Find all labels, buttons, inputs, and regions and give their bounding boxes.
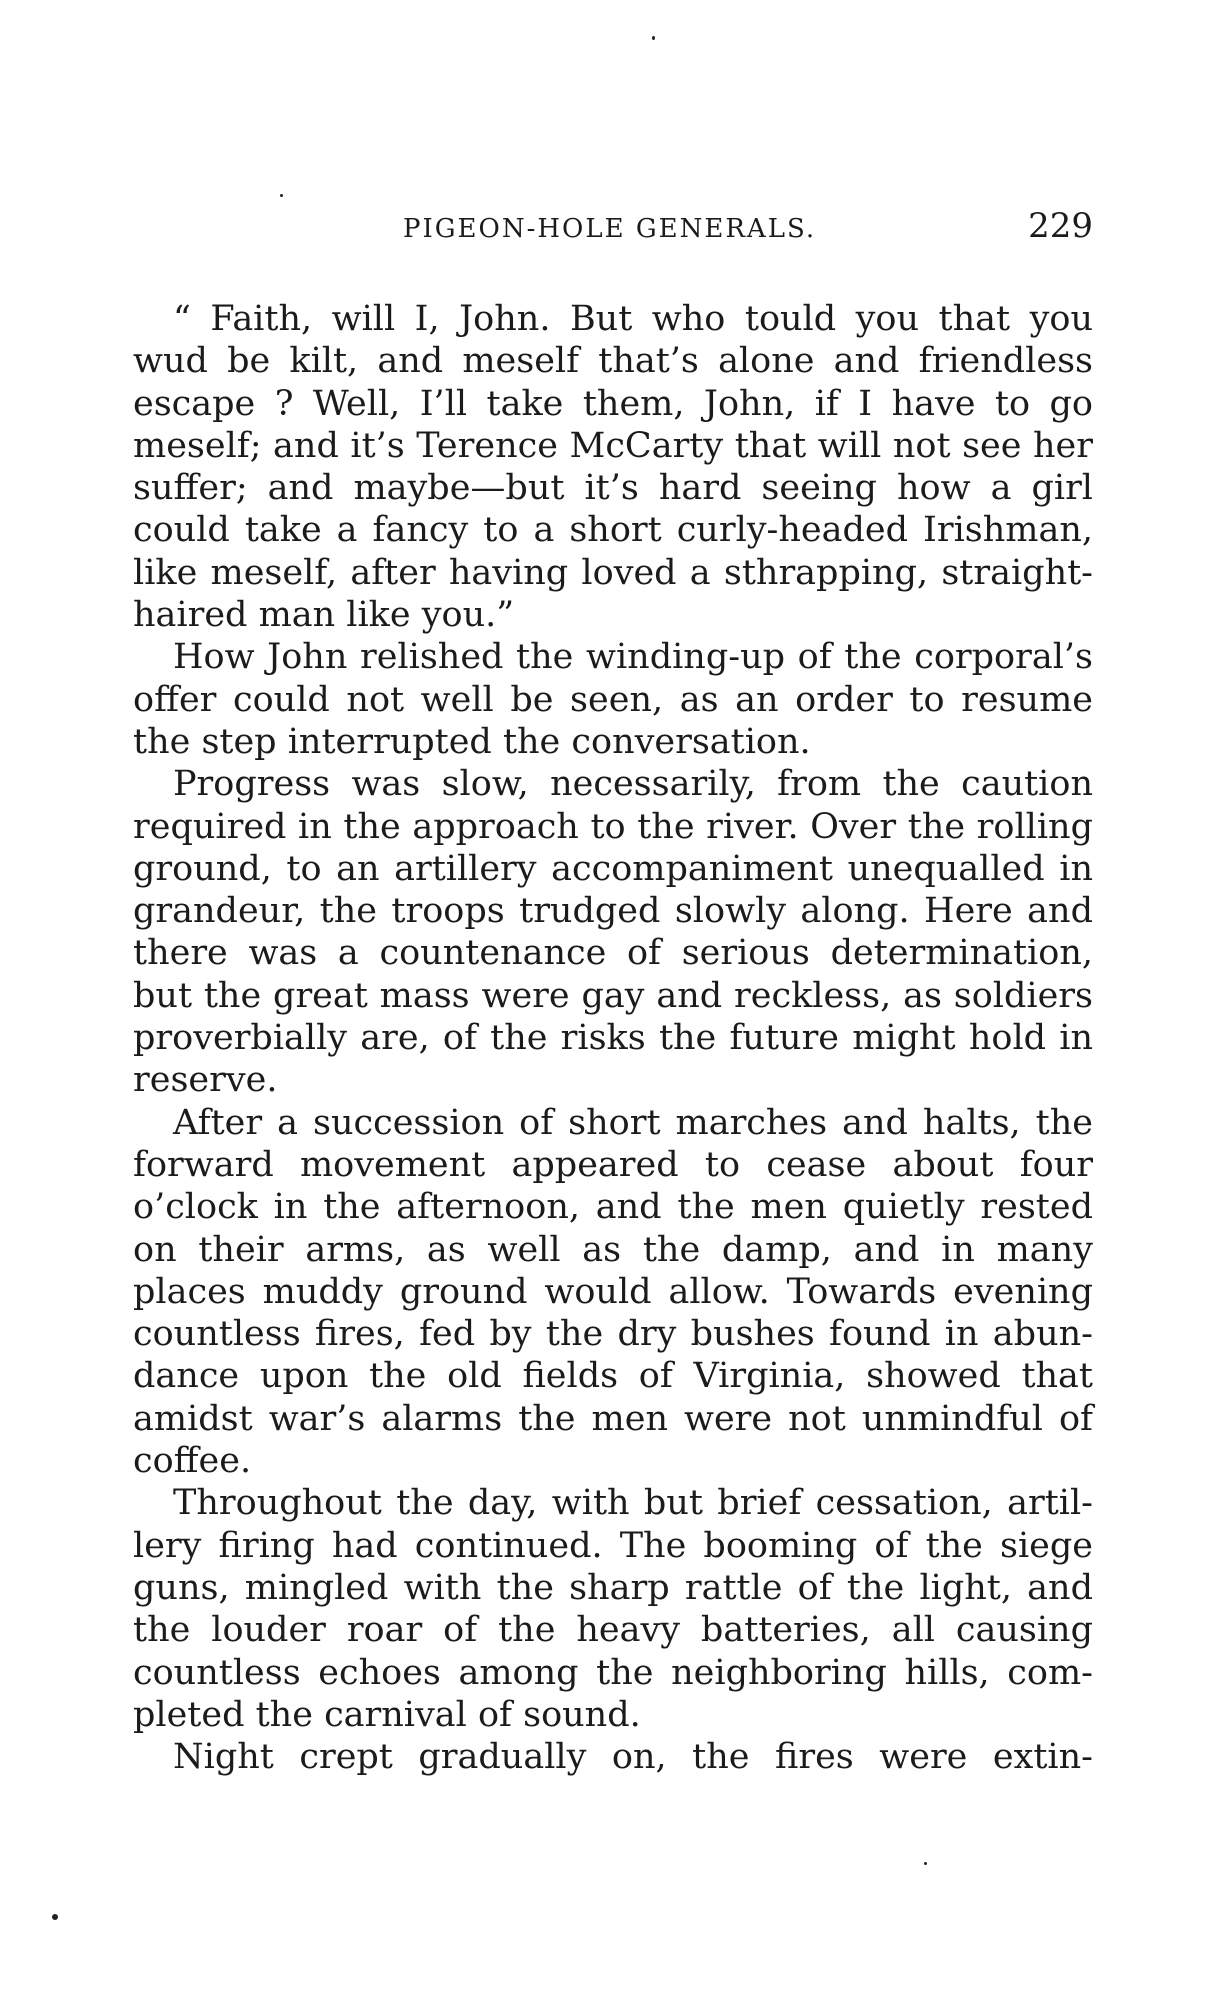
paragraph-succession: After a succession of short marches and halts, the forward movement appeared to cease about four o’clock in the afternoon, and the men quietly rested on their arms, as well as the damp, and in many places muddy ground would allow. Towards evening countless fires, fed by the dry bushes found in abundance upon the old fields of Virginia, showed that amidst war’s alarms the men were not unmindful of coffee. xyxy=(133,1102,1093,1482)
paragraph-progress: Progress was slow, necessarily, from the caution required in the approach to the river. Over the rolling ground, to an artillery accompaniment unequalled in grandeur, the troops trudged slowly along. Here and there was a countenance of serious determination, but the great mass were gay and reckless, as soldiers proverbially are, of the risks the future might hold in reserve. xyxy=(133,764,1093,1101)
ink-speck xyxy=(280,194,283,197)
page-text xyxy=(133,298,1093,1778)
paragraph-artillery: Throughout the day, with but brief cessation, artillery firing had continued. The booming of the siege guns, mingled with the sharp rattle of the light, and the louder roar of the heavy batteries, all causing countless echoes among the neighboring hills, completed the carnival of sound. xyxy=(133,1483,1093,1735)
paragraph-john-relished: How John relished the winding-up of the corporal’s offer could not well be seen, as an order to resume the step interrupted the conversation. xyxy=(133,637,1093,762)
ink-speck xyxy=(924,1862,927,1865)
paragraph-faith: “ Faith, will I, John. But who tould you that you wud be kilt, and meself that’s alone and friendless escape ? Well, I’ll take them, John, if I have to go meself; and it’s Terence McCarty that will not see her suffer; and maybe—but it’s hard seeing how a girl could take a fancy to a short curly-headed Irishman, like meself, after having loved a sthrapping, straight-haired man like you.” xyxy=(133,299,1093,636)
page-number: 229 xyxy=(1028,206,1093,246)
paragraph-night: Night crept gradually on, the fires were extin- xyxy=(173,1737,1093,1778)
ink-speck xyxy=(652,36,655,40)
ink-speck xyxy=(52,1914,58,1920)
running-head xyxy=(133,206,1093,256)
running-title: PIGEON-HOLE GENERALS. xyxy=(403,214,817,244)
